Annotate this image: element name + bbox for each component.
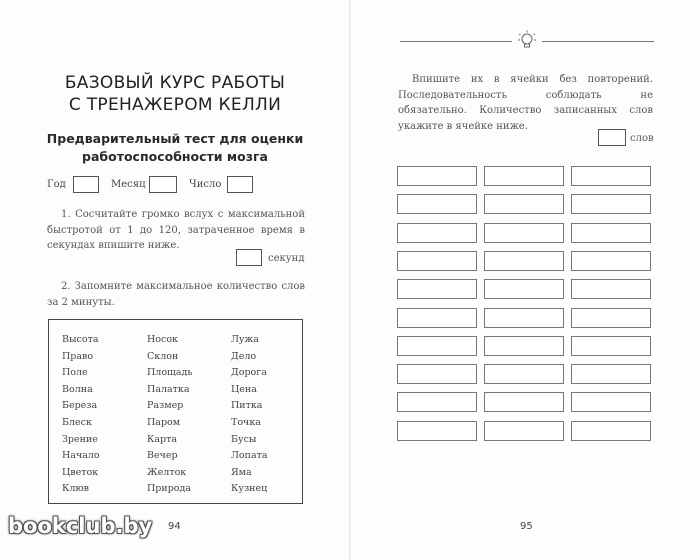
word: Паром [147, 416, 181, 428]
word: Карта [147, 433, 178, 445]
word: Цветок [62, 466, 99, 478]
word: Яма [231, 466, 252, 478]
right-instruction: Впишите их в ячейки без повторений. Последовательность соблюдать не обязательно. Количество записанных слов укажите в ячейке ниже. [398, 74, 653, 132]
answer-cell[interactable] [571, 166, 651, 186]
ornament-line-right [542, 41, 654, 42]
answer-cell[interactable] [571, 308, 651, 328]
page-title [40, 72, 310, 116]
word: Бусы [231, 433, 257, 445]
word-column-3 [231, 332, 268, 498]
answer-cell[interactable] [397, 308, 477, 328]
test-subtitle [40, 130, 310, 166]
title-line-1: БАЗОВЫЙ КУРС РАБОТЫ [64, 73, 286, 93]
answer-cell[interactable] [397, 336, 477, 356]
task-1-text: 1. Сосчитайте громко вслух с максимальной быстротой от 1 до 120, затраченное время в секундах впишите ниже. [47, 209, 305, 251]
year-box[interactable] [73, 176, 99, 193]
word: Носок [147, 334, 178, 345]
answer-cell[interactable] [571, 421, 651, 441]
answer-cell[interactable] [484, 308, 564, 328]
word-count-unit: слов [630, 133, 654, 144]
word: Кузнец [231, 483, 268, 495]
word: Лопата [231, 450, 268, 462]
word: Палатка [147, 383, 190, 395]
word-column-2 [147, 332, 193, 498]
word: Желток [147, 466, 187, 478]
word: Вечер [147, 450, 178, 462]
page-number-left: 94 [168, 521, 181, 532]
word-count-box[interactable] [598, 129, 626, 146]
answer-cell[interactable] [397, 166, 477, 186]
subtitle-line-2: работоспособности мозга [82, 149, 268, 164]
answer-cell[interactable] [397, 421, 477, 441]
word: Дело [231, 350, 257, 362]
answer-cell[interactable] [571, 279, 651, 299]
answer-cell[interactable] [484, 336, 564, 356]
answer-cell[interactable] [571, 251, 651, 271]
answer-cell[interactable] [397, 251, 477, 271]
word: Площадь [147, 367, 193, 379]
word: Волна [62, 383, 93, 395]
header-ornament [400, 30, 654, 50]
answer-cell[interactable] [571, 336, 651, 356]
word: Склон [147, 350, 179, 362]
word: Блеск [62, 416, 92, 428]
word: Поле [62, 367, 88, 379]
word: Высота [62, 334, 99, 345]
title-line-2: С ТРЕНАЖЕРОМ КЕЛЛИ [68, 95, 282, 115]
word: Питка [231, 400, 263, 412]
word: Зрение [62, 433, 98, 445]
ornament-line-left [400, 41, 512, 42]
seconds-box[interactable] [236, 249, 262, 266]
task-2-text: 2. Запомните максимальное количество слов за 2 минуты. [47, 281, 305, 308]
answer-cell[interactable] [571, 364, 651, 384]
day-label: Число [189, 179, 222, 190]
word: Лужа [231, 334, 259, 345]
answer-cell[interactable] [484, 364, 564, 384]
answer-cell[interactable] [484, 421, 564, 441]
word: Право [62, 350, 94, 362]
answer-cell[interactable] [397, 223, 477, 243]
word: Начало [62, 450, 100, 462]
answer-cell[interactable] [397, 194, 477, 214]
subtitle-line-1: Предварительный тест для оценки [46, 131, 304, 146]
answer-cell[interactable] [571, 392, 651, 412]
answer-cell[interactable] [571, 194, 651, 214]
book-spine [349, 0, 351, 560]
word-list-box [48, 319, 303, 504]
answer-cell[interactable] [484, 251, 564, 271]
answer-cell[interactable] [397, 392, 477, 412]
month-label: Месяц [111, 179, 146, 190]
word-column-1 [62, 332, 100, 498]
word: Дорога [231, 367, 267, 379]
answer-cell[interactable] [484, 194, 564, 214]
day-box[interactable] [227, 176, 253, 193]
page-number-right: 95 [520, 521, 533, 532]
watermark: bookclub.by [8, 514, 153, 538]
answer-cell[interactable] [484, 166, 564, 186]
word: Природа [147, 483, 192, 495]
year-label: Год [47, 179, 66, 190]
word: Точка [231, 416, 261, 428]
month-box[interactable] [149, 176, 177, 193]
word: Клюв [62, 483, 90, 495]
answer-cell[interactable] [571, 223, 651, 243]
answer-cell[interactable] [397, 279, 477, 299]
answer-cell[interactable] [484, 279, 564, 299]
word: Размер [147, 400, 184, 412]
lightbulb-icon [515, 30, 539, 52]
answer-cell[interactable] [484, 223, 564, 243]
word: Цена [231, 383, 257, 395]
answer-cell[interactable] [397, 364, 477, 384]
seconds-unit: секунд [268, 253, 305, 264]
answer-cell[interactable] [484, 392, 564, 412]
word: Береза [62, 400, 98, 412]
